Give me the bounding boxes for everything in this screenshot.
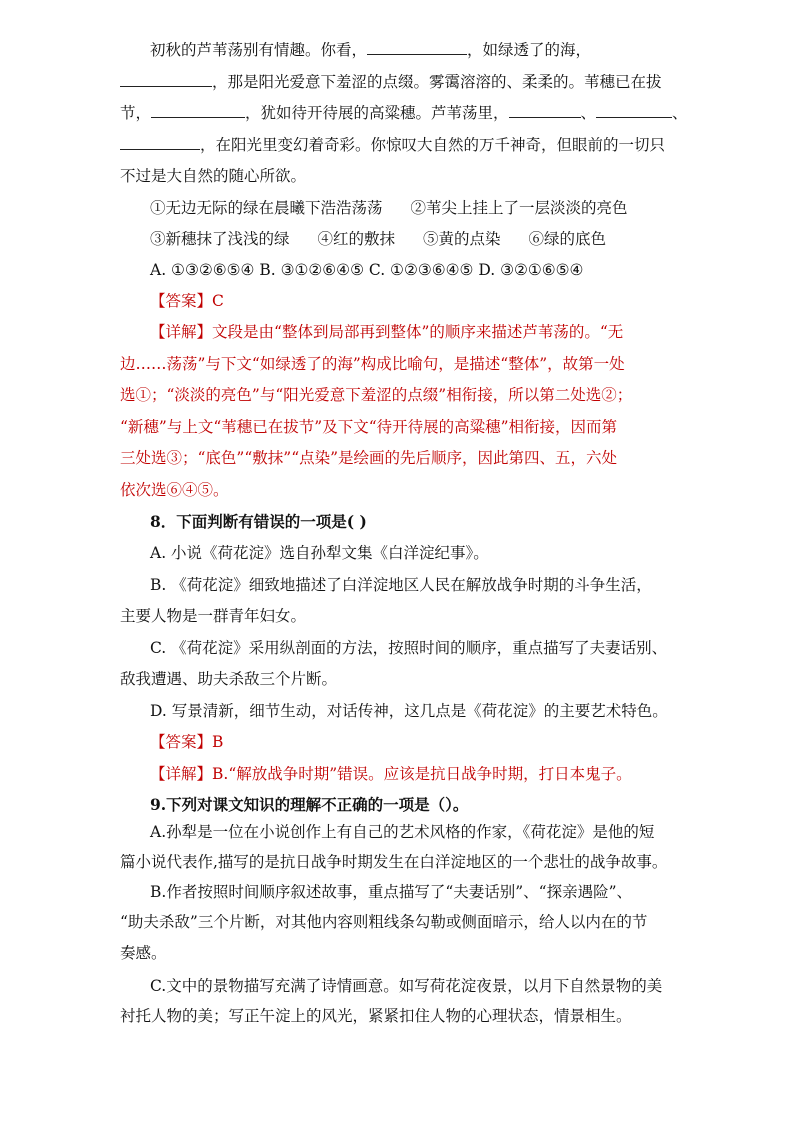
q9-option-b-line-2: “助夫杀敌”三个片断，对其他内容则粗线条勾勒或侧面暗示，给人以内在的节 [120,913,648,931]
q9-title: 9.下列对课文知识的理解不正确的一项是（）。 [150,795,469,814]
q8-answer: 【答案】B [150,733,224,751]
q8-option-a: A. 小说《荷花淀》选自孙犁文集《白洋淀纪事》。 [150,544,489,562]
q7-answer: 【答案】C [150,292,224,310]
blank-5 [596,103,672,118]
blank-6 [120,135,200,150]
options-row-2: ③新穗抹了浅浅的绿 ④红的敷抹 ⑤黄的点染 ⑥绿的底色 [150,230,607,248]
q7-detail-line-4: “新穗”与上文“苇穗已在拔节”及下文“待开待展的高粱穗”相衔接，因而第 [120,418,618,436]
q9-option-b-line-1: B.作者按照时间顺序叙述故事，重点描写了“夫妻话别”、“探亲遇险”、 [150,883,633,901]
passage-line-2: ，那是阳光爱意下羞涩的点缀。雾霭溶溶的、柔柔的。苇穗已在拔 [120,72,662,92]
q7-choices: A. ①③②⑥⑤④ B. ③①②⑥④⑤ C. ①②③⑥④⑤ D. ③②①⑥⑤④ [150,261,584,279]
q8-option-b-line-2: 主要人物是一群青年妇女。 [120,607,307,625]
q9-option-b-line-3: 奏感。 [120,944,167,962]
q8-option-c-line-2: 敌我遭遇、助夫杀敌三个片断。 [120,670,338,688]
q9-option-c-line-1: C.文中的景物描写充满了诗情画意。如写荷花淀夜景，以月下自然景物的美 [150,977,663,995]
q8-title: 8．下面判断有错误的一项是( ) [150,512,367,531]
q7-detail-line-3: 选①；“淡淡的亮色”与“阳光爱意下羞涩的点缀”相衔接，所以第二处选②； [120,386,633,404]
passage-line-1: 初秋的芦苇荡别有情趣。你看， ，如绿透了的海， [150,41,592,59]
q9-option-c-line-2: 衬托人物的美；写正午淀上的风光，紧紧扣住人物的心理状态，情景相生。 [120,1007,632,1025]
q7-detail-line-1: 【详解】文段是由“整体到局部再到整体”的顺序来描述芦苇荡的。“无 [150,323,624,341]
q9-option-a-line-1: A.孙犁是一位在小说创作上有自己的艺术风格的作家，《荷花淀》是他的短 [150,823,655,841]
q7-detail-line-5: 三处选③；“底色”“敷抹”“点染”是绘画的先后顺序，因此第四、五，六处 [120,449,618,467]
passage-line-4: ，在阳光里变幻着奇彩。你惊叹大自然的万千神奇，但眼前的一切只 [120,135,665,155]
q7-detail-line-2: 边……荡荡”与下文“如绿透了的海”构成比喻句，是描述“整体”，故第一处 [120,355,625,373]
options-row-1: ①无边无际的绿在晨曦下浩浩荡荡 ②苇尖上挂上了一层淡淡的亮色 [150,199,628,217]
blank-3 [151,103,245,118]
blank-4 [509,103,581,118]
q8-option-b-line-1: B. 《荷花淀》细致地描述了白洋淀地区人民在解放战争时期的斗争生活， [150,576,652,594]
blank-2 [120,72,212,87]
q7-detail-line-6: 依次选⑥④⑤。 [120,481,229,499]
q9-option-a-line-2: 篇小说代表作,描写的是抗日战争时期发生在白洋淀地区的一个悲壮的战争故事。 [120,853,668,871]
passage-line-5: 不过是大自然的随心所欲。 [120,167,307,185]
blank-1 [367,40,467,55]
passage-line-3: 节， ，犹如待开待展的高粱穗。芦苇荡里， 、 、 [120,104,688,122]
q8-detail: 【详解】B.“解放战争时期”错误。应该是抗日战争时期，打日本鬼子。 [150,765,632,783]
q8-option-c-line-1: C. 《荷花淀》采用纵剖面的方法，按照时间的顺序，重点描写了夫妻话别、 [150,639,668,657]
q8-option-d: D. 写景清新，细节生动，对话传神，这几点是《荷花淀》的主要艺术特色。 [150,702,668,720]
